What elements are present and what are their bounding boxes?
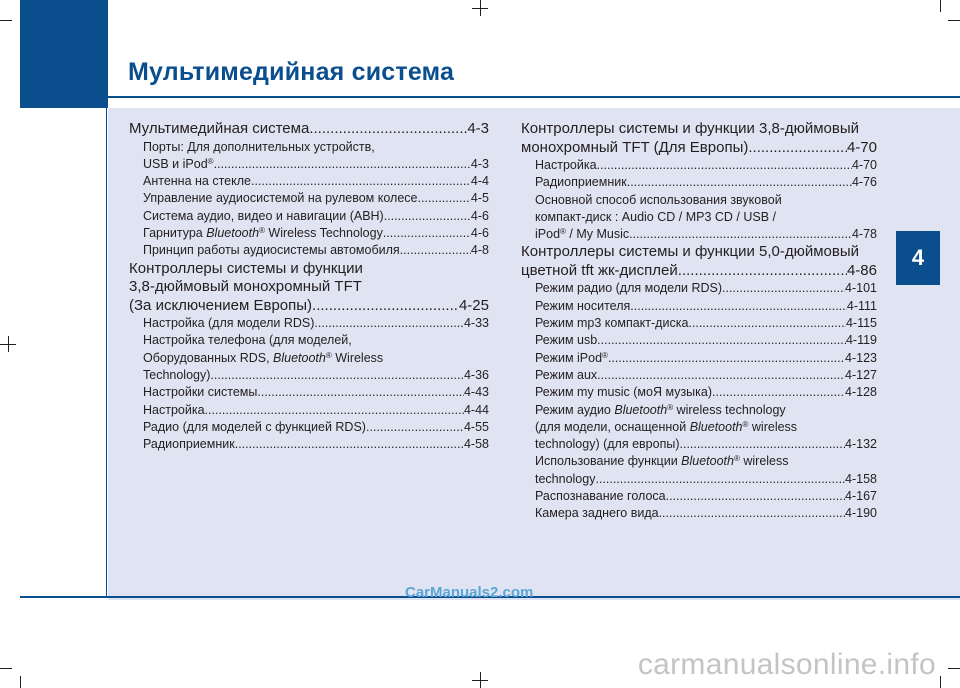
toc-entry[interactable]: Мультимедийная система ..... 4-3	[129, 120, 489, 139]
crop-mark	[948, 668, 960, 669]
toc-entry[interactable]: Управление аудиосистемой на рулевом колесе ..... 4-5	[129, 190, 489, 207]
watermark: CarManuals2.com	[405, 584, 534, 601]
toc-entry[interactable]: Камера заднего вида ..... 4-190	[521, 505, 877, 522]
crop-mark	[948, 20, 960, 21]
registration-mark	[472, 680, 488, 681]
toc-entry[interactable]: Принцип работы аудиосистемы автомобиля ..... 4-8	[129, 242, 489, 259]
toc-entry[interactable]: Режим iPod® ..... 4-123	[521, 350, 877, 367]
toc-entry[interactable]: Настройка (для модели RDS) ..... 4-33	[129, 315, 489, 332]
toc-entry[interactable]: Радиоприемник ..... 4-76	[521, 174, 877, 191]
registration-mark	[8, 336, 9, 352]
crop-mark	[0, 668, 12, 669]
toc-entry[interactable]: Гарнитура Bluetooth® Wireless Technology ..... 4-6	[129, 225, 489, 242]
toc-entry[interactable]: Распознавание голоса ..... 4-167	[521, 488, 877, 505]
toc-entry[interactable]: Контроллеры системы и функции 3,8-дюймовый монохромный TFT (Для Европы) ..... 4-70	[521, 120, 877, 157]
toc-entry[interactable]: Режим носителя ..... 4-111	[521, 298, 877, 315]
crop-mark	[940, 0, 941, 12]
toc-entry[interactable]: Система аудио, видео и навигации (АВН) ..... 4-6	[129, 208, 489, 225]
toc-entry[interactable]: Основной способ использования звуковой компакт-диск : Audio CD / MP3 CD / USB / iPod® / My Music ..... 4-78	[521, 192, 877, 244]
toc-entry[interactable]: Радиоприемник ..... 4-58	[129, 436, 489, 453]
toc-entry[interactable]: Режим аудио Bluetooth® wireless technology (для модели, оснащенной Bluetooth® wireless technology) (для европы) ..... 4-132	[521, 402, 877, 454]
header-rule	[108, 96, 960, 98]
toc-entry[interactable]: Использование функции Bluetooth® wireless technology ..... 4-158	[521, 453, 877, 488]
toc-entry[interactable]: Настройки системы ..... 4-43	[129, 384, 489, 401]
toc-entry[interactable]: Настройка телефона (для моделей, Оборудованных RDS, Bluetooth® Wireless Technology) ..... 4-36	[129, 332, 489, 384]
toc-entry[interactable]: Режим mp3 компакт-диска ..... 4-115	[521, 315, 877, 332]
registration-mark	[472, 8, 488, 9]
crop-mark	[20, 676, 21, 688]
toc-entry[interactable]: Настройка ..... 4-44	[129, 402, 489, 419]
toc-left-column	[129, 120, 489, 453]
toc-right-column	[521, 120, 877, 523]
toc-entry[interactable]: Режим my music (моЯ музыка) ..... 4-128	[521, 384, 877, 401]
site-watermark: carmanualsonline.info	[637, 648, 936, 681]
crop-mark	[0, 20, 12, 21]
toc-entry[interactable]: Контроллеры системы и функции 3,8-дюймовый монохромный TFT (За исключением Европы) ..... 4-25	[129, 260, 489, 316]
toc-entry[interactable]: Настройка ..... 4-70	[521, 157, 877, 174]
header-color-block	[20, 0, 108, 108]
toc-entry[interactable]: Режим aux ..... 4-127	[521, 367, 877, 384]
toc-entry[interactable]: Контроллеры системы и функции 5,0-дюймовый цветной tft жк-дисплей ..... 4-86	[521, 243, 877, 280]
crop-mark	[940, 676, 941, 688]
chapter-tab[interactable]: 4	[896, 231, 940, 285]
toc-entry[interactable]: Порты: Для дополнительных устройств, USB и iPod® ..... 4-3	[129, 139, 489, 174]
toc-entry[interactable]: Режим радио (для модели RDS) ..... 4-101	[521, 280, 877, 297]
toc-entry[interactable]: Антенна на стекле ..... 4-4	[129, 173, 489, 190]
page-title: Мультимедийная система	[128, 58, 455, 86]
margin-rule	[106, 108, 107, 598]
toc-entry[interactable]: Радио (для моделей с функцией RDS) ..... 4-55	[129, 419, 489, 436]
toc-entry[interactable]: Режим usb ..... 4-119	[521, 332, 877, 349]
